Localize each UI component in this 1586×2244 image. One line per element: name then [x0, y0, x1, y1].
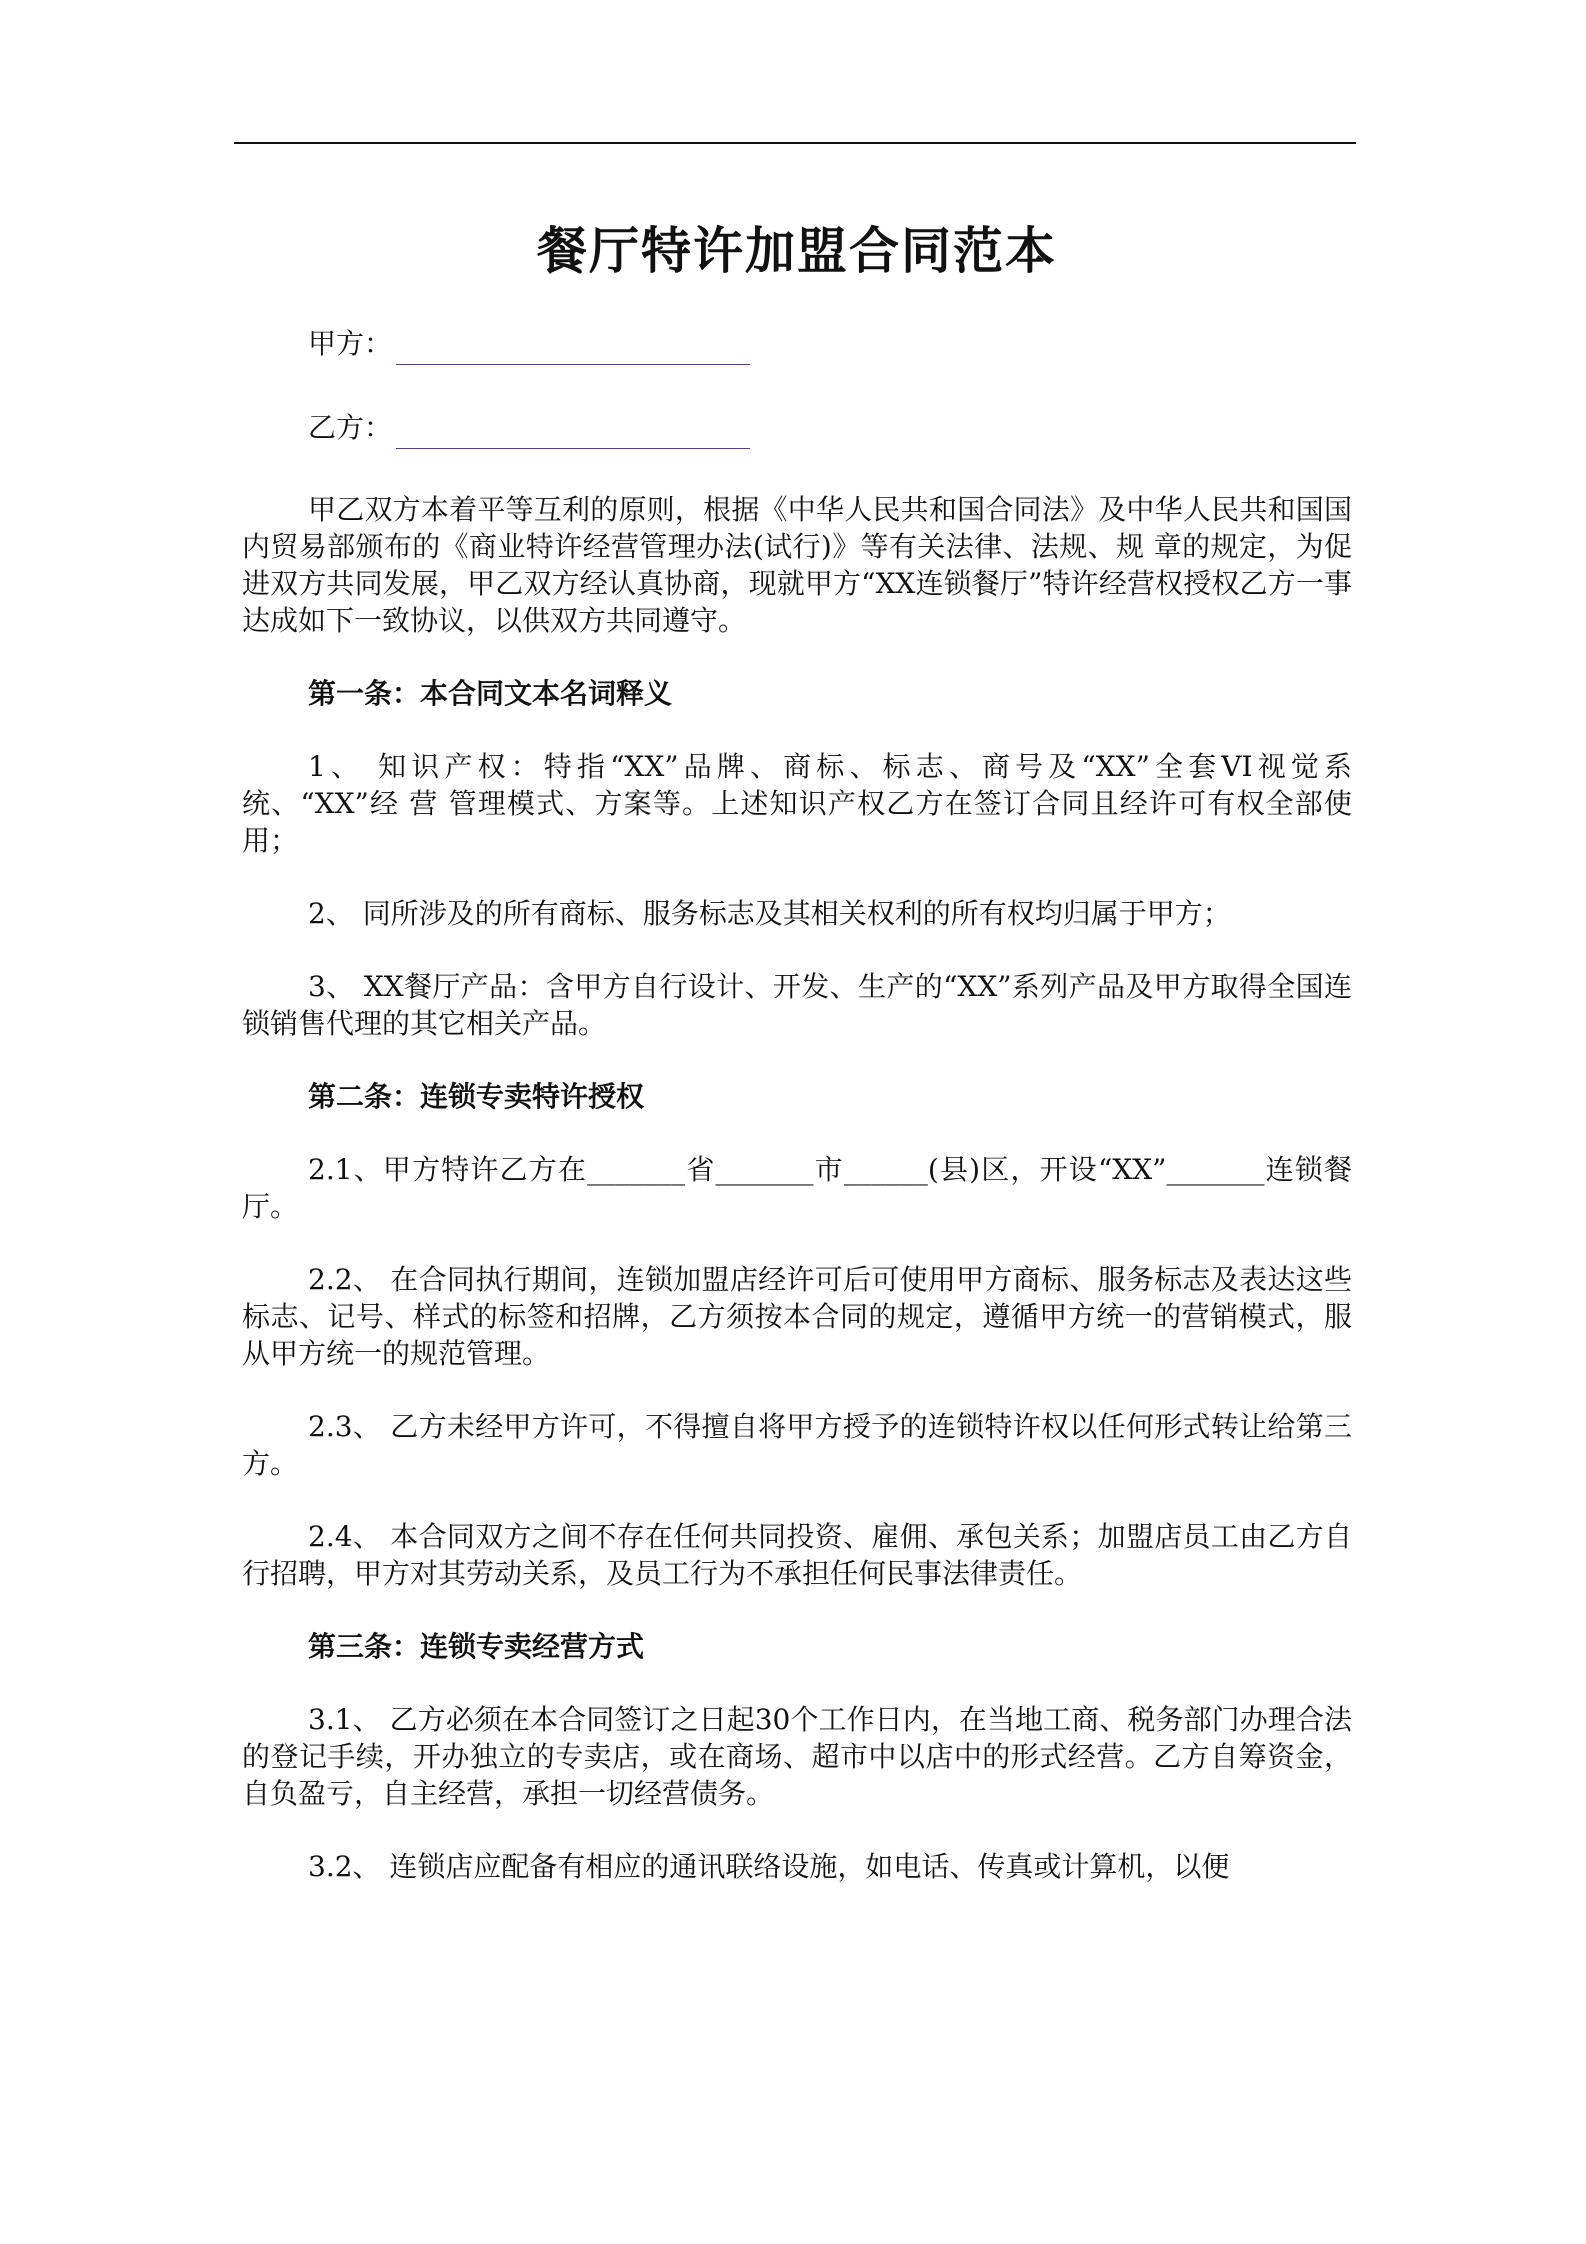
clause-paragraph: 2.3、 乙方未经甲方许可，不得擅自将甲方授予的连锁特许权以任何形式转让给第三方。 — [242, 1410, 1352, 1480]
section-heading: 第一条：本合同文本名词释义 — [308, 677, 673, 710]
document-body — [242, 210, 1352, 1921]
section-heading: 第三条：连锁专卖经营方式 — [308, 1630, 645, 1663]
clause-paragraph: 3.2、 连锁店应配备有相应的通讯联络设施，如电话、传真或计算机，以便 — [308, 1850, 1230, 1883]
intro-paragraph: 甲乙双方本着平等互利的原则，根据《中华人民共和国合同法》及中华人民共和国国内贸易部颁布的《商业特许经营管理办法(试行)》等有关法律、法规、规 章的规定，为促进双方共同发展，甲乙双方经认真协商，现就甲方“XX连锁餐厅”特许经营权授权乙方一事达成如下一致协议，以供双方共同遵守。 — [242, 493, 1352, 637]
clause-paragraph: 2.1、甲方特许乙方在_______省_______市______(县)区，开设“XX”_______连锁餐厅。 — [242, 1153, 1352, 1223]
party-b-label: 乙方： — [308, 411, 393, 444]
document-title: 餐厅特许加盟合同范本 — [537, 221, 1057, 280]
clause-paragraph: 3.1、 乙方必须在本合同签订之日起30个工作日内，在当地工商、税务部门办理合法的登记手续，开办独立的专卖店，或在商场、超市中以店中的形式经营。乙方自筹资金，自负盈亏，自主经营，承担一切经营债务。 — [242, 1703, 1352, 1810]
clause-paragraph: 3、 XX餐厅产品：含甲方自行设计、开发、生产的“XX”系列产品及甲方取得全国连锁销售代理的其它相关产品。 — [242, 970, 1352, 1040]
party-a-label: 甲方： — [308, 327, 393, 360]
section-heading: 第二条：连锁专卖特许授权 — [308, 1080, 645, 1113]
clause-paragraph: 2.2、 在合同执行期间，连锁加盟店经许可后可使用甲方商标、服务标志及表达这些标志、记号、样式的标签和招牌，乙方须按本合同的规定，遵循甲方统一的营销模式，服从甲方统一的规范管理。 — [242, 1263, 1352, 1370]
clause-paragraph: 2.4、 本合同双方之间不存在任何共同投资、雇佣、承包关系；加盟店员工由乙方自行招聘，甲方对其劳动关系，及员工行为不承担任何民事法律责任。 — [242, 1520, 1352, 1590]
party-b-blank — [396, 414, 750, 449]
party-a-line — [242, 323, 1352, 365]
party-a-blank — [396, 330, 750, 365]
party-b-line — [242, 407, 1352, 449]
clause-paragraph: 1、 知识产权：特指“XX”品牌、商标、标志、商号及“XX”全套VI视觉系统、“XX”经 营 管理模式、方案等。上述知识产权乙方在签订合同且经许可有权全部使用； — [242, 750, 1352, 857]
header-rule — [234, 142, 1356, 144]
clause-paragraph: 2、 同所涉及的所有商标、服务标志及其相关权利的所有权均归属于甲方； — [308, 897, 1231, 930]
